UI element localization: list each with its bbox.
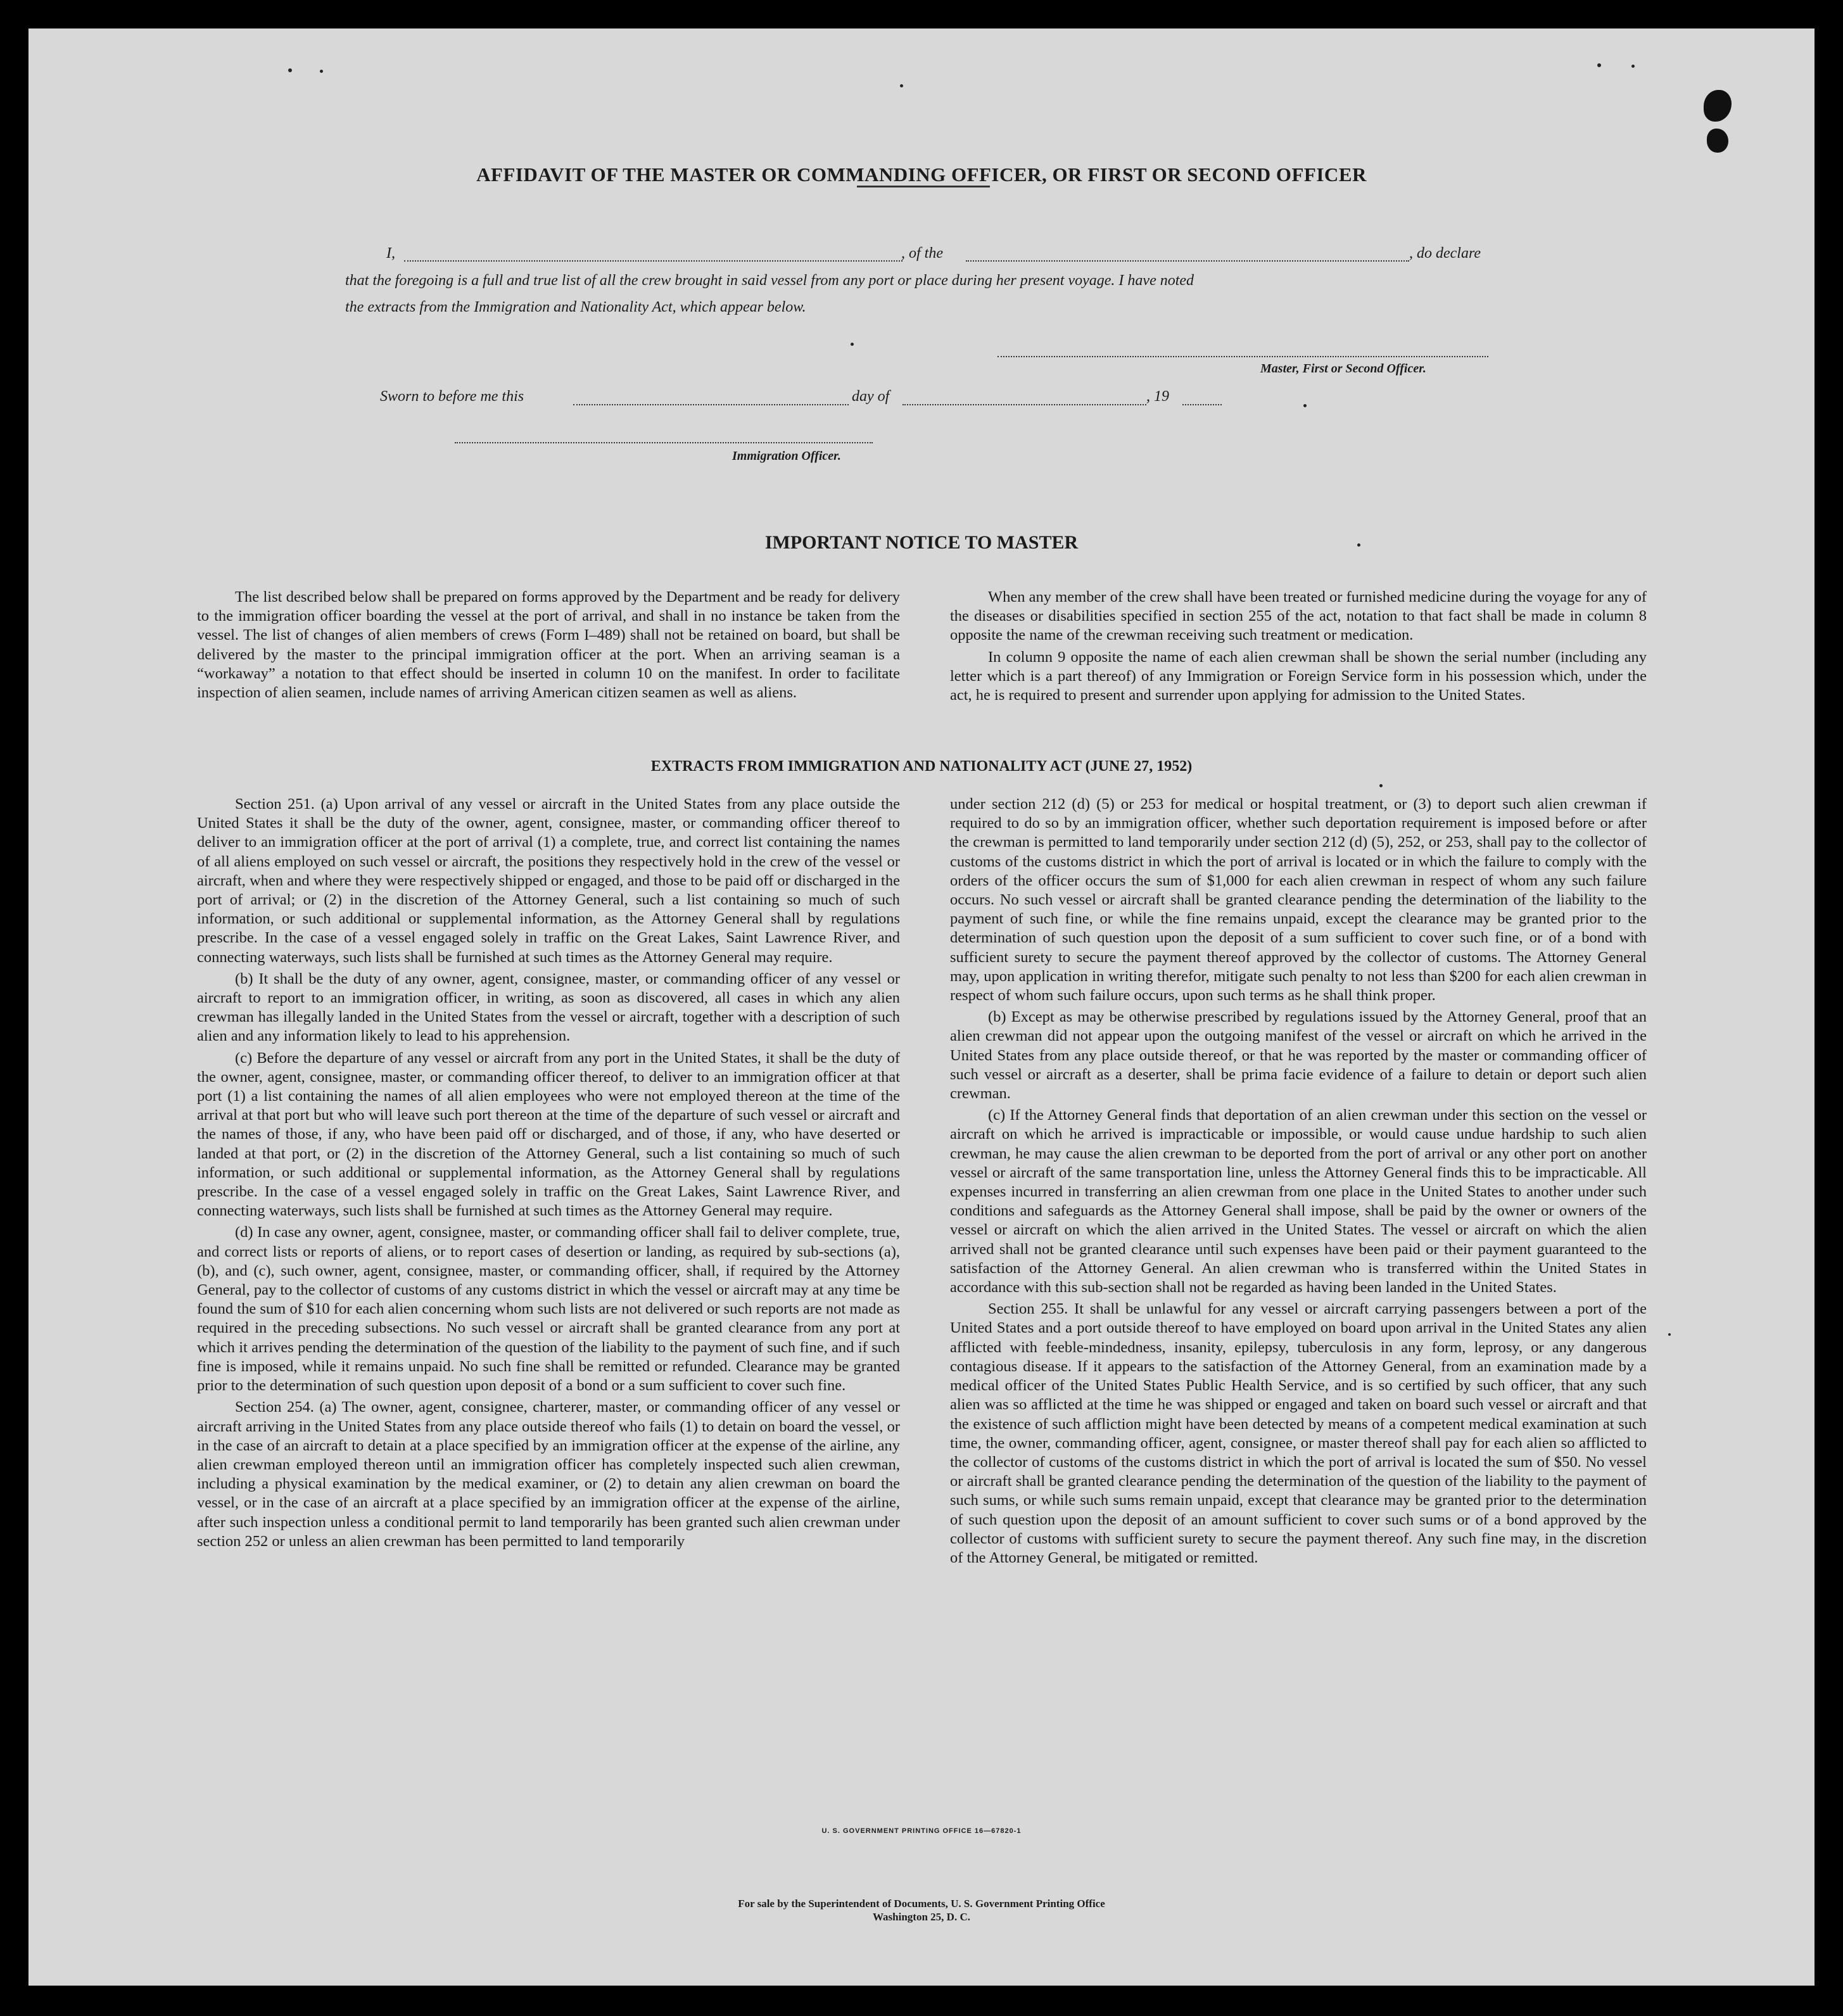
extracts-right-column [950,795,1647,1570]
notice-paragraph: The list described below shall be prepared on forms approved by the Department and be ready for delivery to the immigration officer boarding the vessel at the port of arrival, and shall in no instance be taken from the vessel. The list of changes of alien members of crews (Form I–489) shall not be retained on board, but shall be delivered by the master to the principal immigration officer at the port. When an arriving seaman is a “workaway” a notation to that effect should be inserted in column 10 on the manifest. In order to facilitate inspection of alien seamen, include names of arriving American citizen seamen as well as aliens. [197,588,900,702]
section-paragraph: (b) Except as may be otherwise prescribed by regulations issued by the Attorney General, proof that an alien crewman did not appear upon the outgoing manifest of the vessel or aircraft on which he arrived in the United States from any place outside thereof, or that he was reported by the master or commanding officer of such vessel or aircraft as a deserter, shall be prima facie evidence of a failure to detain or deport such alien crewman. [950,1008,1647,1103]
scan-speck [1303,404,1307,407]
scan-speck [900,84,903,87]
scan-speck [1379,784,1383,787]
notice-title: IMPORTANT NOTICE TO MASTER [764,532,1079,553]
printing-office-line: U. S. GOVERNMENT PRINTING OFFICE 16—67820-1 [821,1827,1022,1835]
sale-notice [28,1897,1814,1924]
scan-speck [288,68,292,72]
scan-speck [1631,65,1635,68]
section-paragraph: (c) If the Attorney General finds that deportation of an alien crewman under this section on the vessel or aircraft on which he arrived is impracticable or impossible, or would cause undue hardship to such alien crewman, he may cause the alien crewman to be deported from the port of arrival or any other port on another vessel or aircraft of the same transportation line, unless the Attorney General finds this to be impracticable. All expenses incurred in transferring an alien crewman from one place in the United States to another under such conditions and safeguards as the Attorney General shall impose, shall be paid by the owner or owners of the vessel or aircraft on which the alien arrived in the United States. The vessel or aircraft on which the alien arrived shall not be granted clearance until such expenses have been paid or their payment guaranteed to the satisfaction of the Attorney General. An alien crewman who is transferred within the United States in accordance with this sub-section shall not be regarded as having been landed in the United States. [950,1106,1647,1296]
master-signature-line[interactable] [998,356,1488,357]
i-label: I, [386,245,395,262]
vessel-blank-line[interactable] [966,260,1409,262]
section-paragraph: Section 254. (a) The owner, agent, consignee, charterer, master, or commanding officer of any vessel or aircraft arriving in the United States from any place outside thereof who fails (1) to detain on board the vessel, or in the case of an aircraft to detain at a place specified by an immigration officer at the expense of the airline, any alien crewman employed thereon until an immigration officer has completely inspected such alien crewman, including a physical examination by the medical examiner, or (2) to detain any alien crewman on board the vessel, or in the case of an aircraft at a place specified by an immigration officer at the expense of the airline, after such inspection unless a conditional permit to land temporarily has been granted such alien crewman under section 252 or unless an alien crewman has been permitted to land temporarily [197,1398,900,1550]
ink-blot [1707,129,1728,153]
affidavit-title: AFFIDAVIT OF THE MASTER OR COMMANDING OFFICER, OR FIRST OR SECOND OFFICER [476,163,1367,186]
year-label: , 19 [1146,388,1169,405]
ink-blot [1704,90,1732,122]
scan-speck [1668,1333,1671,1336]
master-signature-caption: Master, First or Second Officer. [1260,362,1426,376]
notice-paragraph: When any member of the crew shall have been treated or furnished medicine during the voyage for any of the diseases or disabilities specified in section 255 of the act, notation to that fact shall be made in column 8 opposite the name of the crewman receiving such treatment or medication. [950,588,1647,644]
affidavit-statement-line2: the extracts from the Immigration and Nationality Act, which appear below. [345,299,806,315]
sale-notice-line1: For sale by the Superintendent of Documents, U. S. Government Printing Office [738,1898,1105,1910]
scan-speck [851,343,854,346]
section-paragraph: (d) In case any owner, agent, consignee, master, or commanding officer shall fail to deliver complete, true, and correct lists or reports of aliens, or to report cases of desertion or landing, as required by sub-sections (a), (b), and (c), such owner, agent, consignee, master, or commanding officer, shall, if required by the Attorney General, pay to the collector of customs of any customs district in which the vessel or aircraft may at any time be found the sum of $10 for each alien concerning whom such lists are not delivered or such reports are not made as required in the preceding subsections. No such vessel or aircraft shall be granted clearance from any port at which it arrives pending the determination of the question of the liability to the payment of such fine, and if such fine is imposed, while it remains unpaid. No such fine shall be remitted or refunded. Clearance may be granted prior to the determination of such question upon deposit of a bond or a sum sufficient to cover such fine. [197,1224,900,1395]
section-paragraph: Section 255. It shall be unlawful for any vessel or aircraft carrying passengers between a port of the United States and a port outside thereof to have employed on board upon arrival in the United States any alien afflicted with feeble-mindedness, insanity, epilepsy, tuberculosis in any form, leprosy, or any dangerous contagious disease. If it appears to the satisfaction of the Attorney General, from an examination made by a medical officer of the United States Public Health Service, and is so certified by such officer, that any such alien was so afflicted at the time he was shipped or engaged and taken on board such vessel or aircraft and that the existence of such affliction might have been detected by means of a competent medical examination at such time, the owner, commanding officer, agent, consignee, or master thereof shall pay for each alien so afflicted to the collector of customs of the customs district in which the port of arrival is located the sum of $50. No vessel or aircraft shall be granted clearance pending the determination of the question of the liability to the payment of such sums, or while such sums remain unpaid, except that clearance may be granted prior to the determination of such question upon the deposit of an amount sufficient to cover such sums or of a bond approved by the collector of customs with sufficient surety to secure the payment thereof. Any such fine may, in the discretion of the Attorney General, be mitigated or remitted. [950,1300,1647,1566]
extracts-title: EXTRACTS FROM IMMIGRATION AND NATIONALITY ACT (JUNE 27, 1952) [650,758,1193,775]
scan-speck [320,70,323,73]
sworn-year-blank-line[interactable] [1182,404,1222,405]
title-rule [857,186,990,187]
sworn-month-blank-line[interactable] [902,404,1146,405]
section-paragraph: (c) Before the departure of any vessel or aircraft from any port in the United States, it shall be the duty of the owner, agent, consignee, master, or commanding officer thereof, to deliver to an immigration officer at that port (1) a list containing the names of all alien employees who were not employed thereon at the time of the arrival at that port but who will leave such port thereon at the time of the departure of such vessel or aircraft and the names of those, if any, who have been paid off or discharged, and of those, if any, who have deserted or landed at that port, or (2) in the discretion of the Attorney General, such a list containing so much of such information, or such additional or supplemental information, as the Attorney General shall by regulations prescribe. In the case of a vessel engaged solely in traffic on the Great Lakes, Saint Lawrence River, and connecting waterways, such lists shall be furnished at such times as the Attorney General may require. [197,1049,900,1220]
affidavit-statement-line1: that the foregoing is a full and true list of all the crew brought in said vessel from any port or place during her present voyage. I have noted [345,272,1194,289]
document-page [28,29,1814,1986]
notice-right-column [950,588,1647,707]
extracts-left-column [197,795,900,1554]
section-paragraph: under section 212 (d) (5) or 253 for medical or hospital treatment, or (3) to deport such alien crewman if required to do so by an immigration officer, whether such deportation requirement is imposed before or after the crewman is permitted to land temporarily under section 212 (d) (5), 252, or 253, shall pay to the collector of customs of the customs district in which the port of arrival is located or in which the failure to comply with the orders of the officer occurs the sum of $1,000 for each alien crewman in respect of whom any such failure occurs. No such vessel or aircraft shall be granted clearance pending the determination of the liability to the payment of such fine, or while the fine remains unpaid, except the clearance may be granted prior to the determination of such question upon the deposit of a sum sufficient to cover such fine, or of a bond with sufficient surety to secure the payment thereof approved by the collector of customs. The Attorney General may, upon application in writing therefor, mitigate such penalty to not less than $200 for each alien crewman in respect of whom such failure occurs, upon such terms as he shall think proper. [950,796,1647,1005]
section-paragraph: (b) It shall be the duty of any owner, agent, consignee, master, or commanding officer of any vessel or aircraft to report to an immigration officer, in writing, as soon as discovered, all cases in which any alien crewman has illegally landed in the United States from the vessel or aircraft, together with a description of such alien and any information likely to lead to his apprehension. [197,970,900,1045]
name-blank-line[interactable] [404,260,902,262]
scan-speck [1597,63,1601,67]
sworn-label: Sworn to before me this [380,388,524,405]
officer-signature-caption: Immigration Officer. [732,449,841,463]
do-declare-label: , do declare [1409,245,1481,262]
notice-paragraph: In column 9 opposite the name of each alien crewman shall be shown the serial number (including any letter which is a part thereof) of any Immigration or Foreign Service form in his possession which, under the act, he is required to present and surrender upon applying for admission to the United States. [950,648,1647,704]
of-the-label: , of the [901,245,943,262]
day-of-label: day of [852,388,890,405]
officer-signature-line[interactable] [455,442,873,443]
sale-notice-line2: Washington 25, D. C. [873,1911,970,1923]
sworn-day-blank-line[interactable] [573,404,849,405]
notice-left-column [197,588,900,705]
section-paragraph: Section 251. (a) Upon arrival of any vessel or aircraft in the United States from any place outside the United States it shall be the duty of the owner, agent, consignee, master, or commanding officer thereof to deliver to an immigration officer at the port of arrival (1) a complete, true, and correct list containing the names of all aliens employed on such vessel or aircraft, the positions they respectively hold in the crew of the vessel or aircraft, when and where they were respectively shipped or engaged, and those to be paid off or discharged in the port of arrival; or (2) in the discretion of the Attorney General, such a list containing so much of such information, or such additional or supplemental information, as the Attorney General shall by regulations prescribe. In the case of a vessel engaged solely in traffic on the Great Lakes, Saint Lawrence River, and connecting waterways, such lists shall be furnished at such times as the Attorney General may require. [197,796,900,966]
